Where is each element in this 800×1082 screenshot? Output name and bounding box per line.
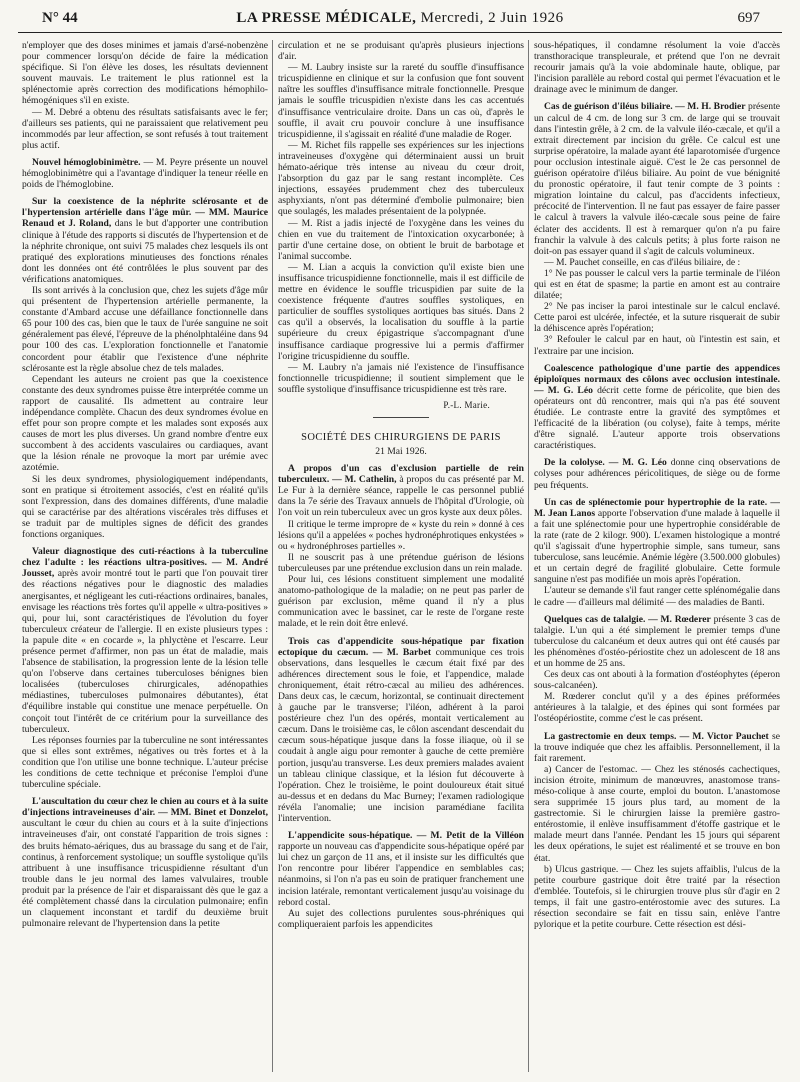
item-heading: L'appendicite sous-hépatique. — M. Petit de la Villéon <box>288 830 524 842</box>
paragraph: Un cas de splénectomie pour hypertrophie de la rate. — M. Jean Lanos apporte l'observation d'une malade à laquelle il a fait une splénectomie pour une hypertrophie considérable de la rate (rate de 2 kilogr. 900). L'examen histologique a montré qu'il s'agissait d'une hypertrophie simple, sans tumeur, sans tuberculose, sans leucémie. Anémie légère (3.500.000 globules) et un certain degré de fragilité globulaire. Cette formule sanguine n'est pas modifiée un mois après l'opération. <box>534 496 780 586</box>
paragraph: Quelques cas de talalgie. — M. Rœderer présente 3 cas de talalgie. L'un qui a été simplement le premier temps d'une tuberculose du calcanéum et deux autres qui ont été causés par les phénomènes d'ostéo-périostite chez un adolescent de 18 ans et un homme de 25 ans. <box>534 613 780 669</box>
paragraph: L'appendicite sous-hépatique. — M. Petit de la Villéon rapporte un nouveau cas d'appendicite sous-hépatique opéré par lui chez un garçon de 11 ans, et il insiste sur les difficultés que l'on rencontre pour libérer l'appendice en semblables cas; néanmoins, si l'on n'a pas eu soin de pratiquer franchement une incision latérale, remontant verticalement jusqu'au voisinage du rebord costal. <box>278 830 524 908</box>
page-number: 697 <box>737 10 760 26</box>
paragraph: Pour lui, ces lésions constituent simplement une modalité anatomo-pathologique de la maladie; on ne peut pas parler de guérison par exclusion, même quand il n'y a plus communication avec le bassinet, car le reste de l'organe reste malade, et le rein doit être enlevé. <box>278 574 524 630</box>
paragraph: a) Cancer de l'estomac. — Chez les sténosés cachectiques, incision étroite, minimum de manœuvres, anastomose trans-méso-colique à anse courte, emploi du bouton. L'anastomose sera supprimée 15 jours plus tard, au moment de la gastrectomie. Si le chirurgien laisse la première gastro-entérostomie, il enlève insuffisamment d'étoffe gastrique et le malade meurt dans l'année. Pendant les 15 jours qui séparent les deux opérations, le sujet est réalimenté et se trouve en bon état. <box>534 763 780 864</box>
paragraph: — M. Laubry insiste sur la rareté du souffle d'insuffisance tricuspidienne en clinique et sur la confusion que font souvent naître les souffles d'insuffisance mitrale fonctionnelle. Presque jamais le souffle tricuspidien n'existe dans les cas accentués d'insuffisance ventriculaire droite. Dans un cas où, d'après le souffle, il avait cru pouvoir conclure à une insuffisance tricuspidienne, il s'agissait en réalité d'une maladie de Roger. <box>278 62 524 140</box>
item-heading: Nouvel hémoglobinimètre. <box>32 156 141 168</box>
paragraph: sous-hépatiques, il condamne résolument la voie d'accès transthoracique transpleurale, et prétend que l'on ne devrait recourir jamais qu'à la voie abdominale haute, oblique, par l'incision parallèle au rebord costal qui permet l'évacuation et le drainage avec le minimum de danger. <box>534 40 780 96</box>
paragraph: — M. Lian a acquis la conviction qu'il existe bien une insuffisance tricuspidienne fonctionnelle, mais il est difficile de mettre en évidence le souffle tricuspidien par suite de la coexistence fréquente d'autres souffles systoliques, en particulier de souffles systoliques aortiques bas situés. Dans 2 cas qu'il a observés, la localisation du souffle à la partie supérieure du creux épigastrique s'accompagnant d'une insuffisance cardiaque progressive lui a permis d'affirmer l'origine tricuspidienne du souffle. <box>278 261 524 362</box>
paragraph: L'auteur se demande s'il faut ranger cette splénomégalie dans le cadre — d'ailleurs mal délimité — des maladies de Banti. <box>534 585 780 608</box>
item-heading: La gastrectomie en deux temps. — M. Victor Pauchet <box>544 730 769 742</box>
paragraph: Cas de guérison d'iléus biliaire. — M. H. Brodier présente un calcul de 4 cm. de long sur 3 cm. de large qui se trouvait dans l'intestin grêle, à 2 cm. de la valvule iléo-cæcale, et qu'il a extrait directement par incision du grêle. Ce calcul est une surprise opératoire, la malade ayant été laparotomisée d'urgence pour occlusion intestinale aiguë. C'est le 2e cas personnel de guérison opératoire d'iléus biliaire. Au point de vue bénignité du pronostic opératoire, il faut tenir compte de 3 points : migration lointaine du calcul, pas d'accidents infectieux, précocité de l'intervention. Il ne faut pas essayer de faire passer le calcul à travers la valvule iléo-cæcale sous peine de faire éclater des accidents. Il est à remarquer qu'on n'a pu faire franchir la valvule à des calculs petits; à plus forte raison ne doit-on pas essayer quand il s'agit de calculs volumineux. <box>534 101 780 257</box>
paragraph: M. Rœderer conclut qu'il y a des épines préformées antérieures à la talalgie, et des épines qui sont formées par l'ostéopériostite, comme c'est le cas présent. <box>534 691 780 725</box>
paragraph: 2° Ne pas inciser la paroi intestinale sur le calcul enclavé. Cette paroi est ulcérée, infectée, et la suture risquerait de subir la déhiscence après l'opération; <box>534 301 780 335</box>
paragraph: Il critique le terme impropre de « kyste du rein » donné à ces lésions qu'il a appelées « poches hydronéphrotiques enkystées » ou « hydronéphroses partielles ». <box>278 518 524 552</box>
paragraph: n'employer que des doses minimes et jamais d'arsé-nobenzène pour commencer lorsqu'on décide de faire la médication spécifique. Si l'on élève les doses, les résultats deviennent souvent mauvais. Le traitement le plus rationnel est la splénectomie après correction des modifications hémophilo-hémogéniques s'il en existe. <box>22 40 268 107</box>
item-heading: Sur la coexistence de la néphrite sclérosante et de l'hypertension artérielle dans l'âge mûr. — MM. Maurice Renaud et J. Roland, <box>22 196 268 230</box>
paragraph: Trois cas d'appendicite sous-hépatique par fixation ectopique du cæcum. — M. Barbet communique ces trois observations, dans lesquelles le cæcum était fixé par des adhérences directement sous le foie, et l'appendice, malade chroniquement, était rétro-cæcal au milieu des adhérences. Dans deux cas, le cæcum, horizontal, se continuait directement à gauche par le transverse; l'iléon, adhérent à la paroi postérieure chez l'un des opérés, montait verticalement au cæcum. Dans le troisième cas, le côlon ascendant descendait du cæcum sous-hépatique jusque dans la fosse iliaque, où il se coudait à angle aigu pour remonter à gauche de cette première portion, jusqu'au transverse. Les deux premiers malades avaient un tableau clinique classique, et la lésion fut découverte à l'opération. Chez le troisième, le point douloureux était situé au-dessus et en dedans du Mac Burney; l'examen radiologique révéla l'anomalie; une incision paramédiane facilita l'intervention. <box>278 635 524 824</box>
issue-date: Mercredi, 2 Juin 1926 <box>420 10 564 26</box>
paragraph: Ils sont arrivés à la conclusion que, chez les sujets d'âge mûr qui présentent de l'hypertension artérielle permanente, la constante d'Ambard accuse une défaillance fonctionnelle dans 65 pour 100 des cas, bien que le taux de l'urée sanguine ne soit généralement pas élevé, l'épreuve de la phénolphtaléine dans 94 pour 100 des cas. L'exploration fonctionnelle et l'anatomie concordent pour établir que l'existence d'une néphrite sclérosante est la règle absolue chez de tels malades. <box>22 284 268 374</box>
item-heading: L'auscultation du cœur chez le chien au cours et à la suite d'injections intraveineuses d'air. — MM. Binet et Donzelot, <box>22 796 268 819</box>
section-date: 21 Mai 1926. <box>375 446 427 458</box>
item-heading: Coalescence pathologique d'une partie des appendices épiploïques normaux des côlons avec occlusion intestinale. — M. G. Léo <box>534 362 780 396</box>
item-heading: Cas de guérison d'iléus biliaire. — M. H. Brodier <box>544 101 746 113</box>
column-rule <box>272 40 273 1072</box>
paragraph: La gastrectomie en deux temps. — M. Victor Pauchet se la trouve indiquée que chez les affaiblis. Personnellement, il la fait rarement. <box>534 730 780 764</box>
paragraph: Au sujet des collections purulentes sous-phréniques qui compliqueraient parfois les appendicites <box>278 907 524 930</box>
paragraph: — M. Debré a obtenu des résultats satisfaisants avec le fer; d'ailleurs ses patients, qui ne paraissaient que relativement peu incommodés par leur affection, se sont refusés à tout traitement plus actif. <box>22 106 268 151</box>
paragraph: Ces deux cas ont abouti à la formation d'ostéophytes (éperon sous-calcanéen). <box>534 669 780 692</box>
paragraph: circulation et ne se produisant qu'après plusieurs injections d'air. <box>278 40 524 63</box>
item-heading: Un cas de splénectomie pour hypertrophie de la rate. — M. Jean Lanos <box>534 496 780 519</box>
paragraph: — M. Pauchet conseille, en cas d'iléus biliaire, de : <box>544 256 741 268</box>
column-rule <box>528 40 529 1072</box>
item-heading: Valeur diagnostique des cuti-réactions à la tuberculine chez l'adulte : les réactions ultra-positives. — M. André Jousset, <box>22 546 268 580</box>
paragraph: A propos d'un cas d'exclusion partielle de rein tuberculeux. — M. Cathelin, à propos du cas présenté par M. Le Fur à la dernière séance, rappelle le cas personnel publié dans la 7e série des Travaux annuels de l'hôpital d'Urologie, où l'on voit un rein tuberculeux avec un gros kyste aux deux pôles. <box>278 463 524 519</box>
column-1 <box>22 40 268 1076</box>
paragraph: — M. Richet fils rappelle ses expériences sur les injections intraveineuses d'oxygène qui déterminaient aussi un bruit hémato-aérique très intense au niveau du cœur droit, l'absorption du gaz par le sang restant incomplète. Ces injections, essayées prudemment chez des tuberculeux asphyxiants, n'ont pas déterminé d'embolie pulmonaire; bien que soulagés, les malades présentaient de la polypnée. <box>278 139 524 218</box>
journal-title: LA PRESSE MÉDICALE, <box>236 10 417 26</box>
paragraph: Valeur diagnostique des cuti-réactions à la tuberculine chez l'adulte : les réactions ultra-positives. — M. André Jousset, après avoir montré tout le parti que l'on pouvait tirer des réactions négatives pour le diagnostic des maladies anergisantes, et négligeant les cuti-réactions ordinaires, banales, envisage les réactions très fortes qu'il appelle « ultra-positives » qui, pour lui, sont caractéristiques de l'évolution du foyer tuberculeux créateur de l'allergie. Il en existe plusieurs types : la papule dite « en cocarde », la phlyctène et l'escarre. Leur présence permet d'affirmer, non pas un état de maladie, mais l'absence de stabilisation, la progression lente de la lésion telle qu'on l'observe dans certaines tuberculoses bénignes bien localisées (tuberculoses chirurgicales, adénopathies médiastines, tuberculoses pulmonaires débutantes), état d'équilibre instable qui constitue une menace perpétuelle. On conçoit tout l'intérêt de ce critérium pour la surveillance des tuberculeux. <box>22 546 268 735</box>
item-heading: Trois cas d'appendicite sous-hépatique par fixation ectopique du cæcum. — M. Barbet <box>278 635 524 658</box>
journal-title-line <box>18 10 782 27</box>
paragraph: Il ne souscrit pas à une prétendue guérison de lésions tuberculeuses par une prétendue exclusion dans un rein malade. <box>278 551 524 574</box>
section-title: SOCIÉTÉ DES CHIRURGIENS DE PARIS <box>301 432 501 444</box>
paragraph: Nouvel hémoglobinimètre. — M. Peyre présente un nouvel hémoglobinimètre qui a l'avantage d'indiquer la teneur réelle en poids de l'hémoglobine. <box>22 156 268 191</box>
section-divider <box>373 417 429 418</box>
paragraph: Coalescence pathologique d'une partie des appendices épiploïques normaux des côlons avec occlusion intestinale. — M. G. Léo décrit cette forme de péricolite, que bien des opérateurs ont dû rencontrer, mais qui n'a pas été souvent étudiée. Le contraste entre la gravité des symptômes et l'efficacité de la libération (ou colyse), faite à temps, mérite d'être signalé. L'auteur apporte trois observations caractéristiques. <box>534 362 780 452</box>
item-heading: A propos d'un cas d'exclusion partielle de rein tuberculeux. — M. Cathelin, <box>278 463 524 486</box>
author-signature: P.-L. Marie. <box>443 400 490 410</box>
paragraph: — M. Laubry n'a jamais nié l'existence de l'insuffisance fonctionnelle tricuspidienne; il soutient simplement que le souffle systolique d'insuffisance tricuspidienne est très rare. <box>278 361 524 395</box>
paragraph: De la cololyse. — M. G. Léo donne cinq observations de colyses pour adhérences péricolitiques, de siège ou de forme peu fréquents. <box>534 457 780 491</box>
paragraph: Sur la coexistence de la néphrite sclérosante et de l'hypertension artérielle dans l'âge mûr. — MM. Maurice Renaud et J. Roland, dans le but d'apporter une contribution clinique à l'étude des rapports si discutés de l'hypertension et de la néphrite chronique, ont suivi 75 malades chez lesquels ils ont pratiqué des explorations minutieuses des fonctions rénales dont les données ont été contrôlées le plus souvent par des vérifications anatomiques. <box>22 196 268 285</box>
paragraph: Les réponses fournies par la tuberculine ne sont intéressantes que si elles sont extrêmes, négatives ou très fortes et à la condition que l'on utilise une bonne technique. L'auteur précise les conditions de cette technique et préconise l'emploi d'une tuberculine spéciale. <box>22 734 268 791</box>
paragraph: — M. Rist a jadis injecté de l'oxygène dans les veines du chien en vue du traitement de l'intoxication oxycarbonée; à partir d'une certaine dose, on obtient le bruit de barbotage et l'animal succombe. <box>278 217 524 262</box>
paragraph: 1° Ne pas pousser le calcul vers la partie terminale de l'iléon qui est en état de spasme; la partie en amont est au contraire dilatée; <box>534 267 780 302</box>
item-heading: Quelques cas de talalgie. — M. Rœderer <box>544 613 711 625</box>
paragraph: 3° Refouler le calcul par en haut, où l'intestin est sain, et l'extraire par une incision. <box>534 334 780 357</box>
paragraph: L'auscultation du cœur chez le chien au cours et à la suite d'injections intraveineuses d'air. — MM. Binet et Donzelot, auscultant le cœur du chien au cours et à la suite d'injections intraveineuses d'air, ont constaté l'apparition de trois signes : des bruits hémato-aériques, dus au brassage du sang et de l'air, continus, à renforcement systolique; un souffle systolique qu'ils attribuent à une insuffisance tricuspidienne résultant d'un trouble dans le jeu normal des lames valvulaires, trouble produit par la présence de l'air et disparaissant dès que le gaz a été complètement chassé dans la circulation pulmonaire; enfin un claquement inconstant et tardif du deuxième bruit pulmonaire relevant de l'hypertension dans la petite <box>22 796 268 930</box>
item-heading: De la cololyse. — M. G. Léo <box>544 457 667 469</box>
page-header <box>18 6 782 33</box>
paragraph: Cependant les auteurs ne croient pas que la coexistence constante des deux syndromes puisse être interprétée comme un rapport de causalité. Ils admettent au contraire leur indépendance complète. Chacun des deux syndromes évolue en effet pour son propre compte et les malades sont exposés aux causes de mort les plus diverses. Un grand nombre d'entre eux succombent à des accidents vasculaires ou cardiaques, avant que la lésion rénale ne provoque la mort par urémie avec azotémie. <box>22 373 268 474</box>
paragraph: b) Ulcus gastrique. — Chez les sujets affaiblis, l'ulcus de la petite courbure gastrique doit être traité par la résection d'emblée. Toutefois, si le chirurgien trouve plus sûr d'agir en 2 temps, il fait une gastro-entérostomie avec des sutures. La résection secondaire se fait en tissu sain, enlève l'antre pylorique et la petite courbure. Cette résection est dési- <box>534 863 780 931</box>
issue-number: N° 44 <box>42 10 78 26</box>
column-2 <box>278 40 524 1076</box>
column-3 <box>534 40 780 1076</box>
paragraph: Si les deux syndromes, physiologiquement indépendants, sont en pratique si étroitement associés, c'est en réalité qu'ils sont l'expression, dans des domaines différents, d'une maladie qui se caractérise par des altérations viscérales très diffuses et se traduit par de multiples signes de déficit des grandes fonctions organiques. <box>22 473 268 541</box>
